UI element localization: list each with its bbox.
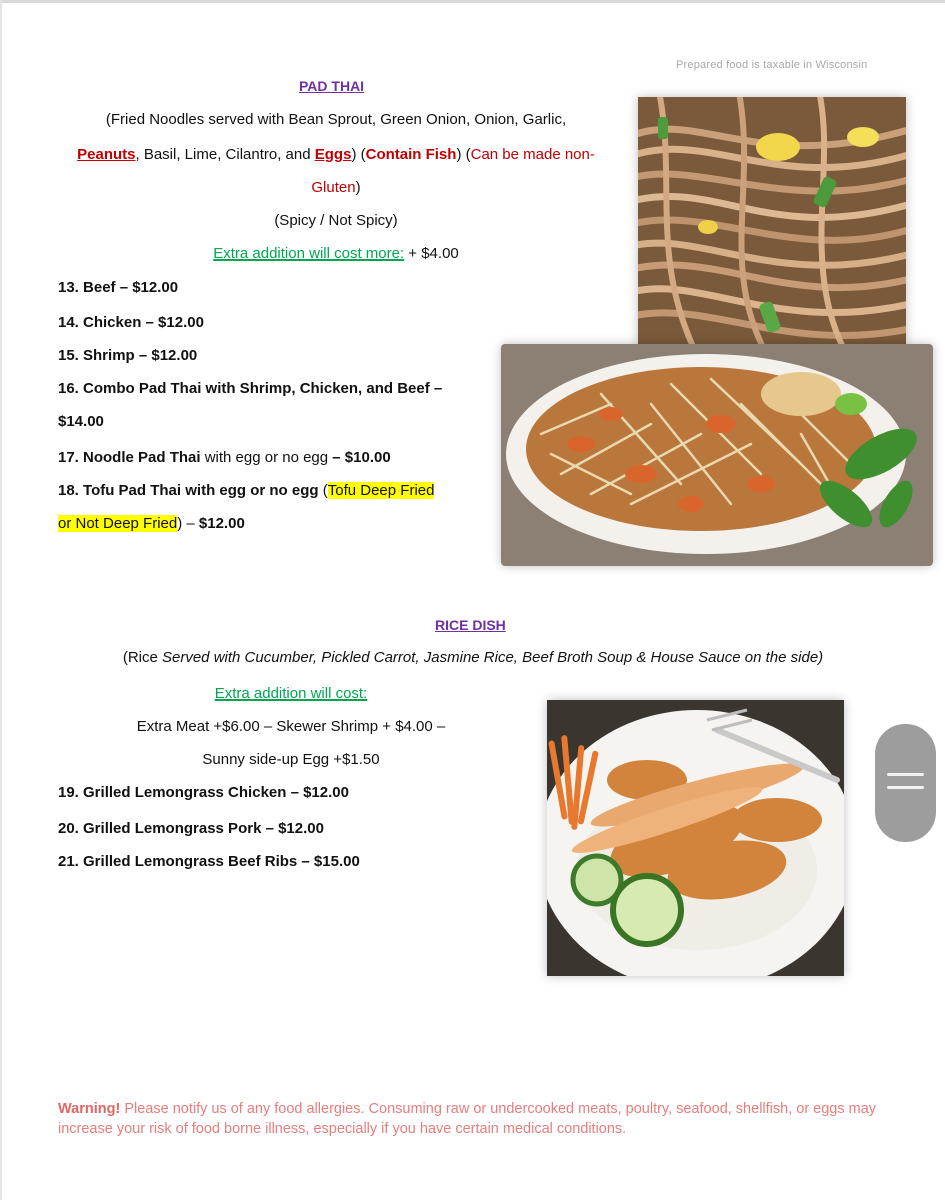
- left-border: [0, 0, 2, 1200]
- pad-thai-noodles-photo: [638, 97, 906, 347]
- warning-label: Warning!: [58, 1101, 121, 1117]
- paren-close: ) (: [351, 146, 366, 163]
- scroll-handle[interactable]: [875, 724, 936, 842]
- gluten-note-part2: Gluten: [311, 179, 356, 196]
- pad-thai-plate-photo: [501, 344, 933, 566]
- pad-thai-title: PAD THAI: [299, 78, 365, 94]
- pad-thai-extra: [58, 245, 614, 262]
- pad-thai-spicy: (Spicy / Not Spicy): [274, 212, 398, 229]
- menu-item-17-price: – $10.00: [332, 449, 391, 466]
- rice-dish-desc-open: (Rice: [122, 649, 162, 666]
- top-border: [0, 0, 945, 3]
- menu-item-20: [58, 820, 324, 837]
- pad-thai-desc-line2: [58, 146, 614, 163]
- menu-item-14-text: 14. Chicken – $12.00: [58, 314, 204, 331]
- allergy-warning: [58, 1099, 878, 1139]
- rice-dish-extra-line2: Sunny side-up Egg +$1.50: [202, 751, 380, 768]
- gluten-note-part1: Can be made non-: [470, 146, 595, 163]
- pad-thai-desc1: (Fried Noodles served with Bean Sprout, Green Onion, Onion, Garlic,: [105, 111, 567, 128]
- menu-item-18: [58, 482, 434, 499]
- menu-item-19: [58, 784, 349, 801]
- peanuts-allergen: Peanuts: [77, 146, 136, 163]
- menu-item-21: [58, 853, 360, 870]
- menu-item-18-name: 18. Tofu Pad Thai with egg or no egg: [58, 482, 319, 499]
- menu-item-19-text: 19. Grilled Lemongrass Chicken – $12.00: [58, 784, 349, 801]
- eggs-allergen: Eggs: [314, 146, 352, 163]
- menu-item-18-highlight-2: or Not Deep Fried: [58, 515, 178, 532]
- warning-text: Please notify us of any food allergies. Consuming raw or undercooked meats, poultry, seafood, shellfish, or eggs may increase your risk of food borne illness, especially if you have certain medical conditions.: [58, 1101, 877, 1137]
- contain-fish-note: Contain Fish: [365, 146, 457, 163]
- pad-thai-extra-label: Extra addition will cost more:: [213, 245, 405, 262]
- pad-thai-desc-line3: [58, 179, 614, 196]
- rice-dish-desc-italic: Served with Cucumber, Pickled Carrot, Jasmine Rice, Beef Broth Soup & House Sauce on the side): [162, 649, 824, 666]
- menu-item-16: [58, 380, 442, 397]
- menu-item-18-cont: [58, 515, 245, 532]
- menu-item-17-name: 17. Noodle Pad Thai: [58, 449, 201, 466]
- noodles-image: [638, 97, 906, 347]
- menu-item-18-open: (: [318, 482, 328, 499]
- menu-item-18-close: ) –: [177, 515, 199, 532]
- pad-thai-desc-line1: [58, 111, 614, 128]
- menu-item-16-price: [58, 413, 104, 430]
- menu-item-17: [58, 449, 391, 466]
- pad-thai-extra-price: + $4.00: [404, 245, 459, 262]
- rice-dish-photo: [547, 700, 844, 976]
- grip-line-icon: [887, 786, 924, 789]
- menu-item-18-highlight-1: Tofu Deep Fried: [327, 482, 435, 499]
- rice-dish-image: [547, 700, 844, 976]
- pad-thai-plate-image: [501, 344, 933, 566]
- paren-close-2: ): [355, 179, 361, 196]
- rice-dish-title: RICE DISH: [435, 617, 506, 633]
- menu-item-16-price-text: $14.00: [58, 413, 104, 430]
- menu-item-21-text: 21. Grilled Lemongrass Beef Ribs – $15.00: [58, 853, 360, 870]
- rice-dish-desc: [58, 649, 888, 666]
- menu-item-17-option: with egg or no egg: [200, 449, 333, 466]
- menu-item-13-text: 13. Beef – $12.00: [58, 279, 179, 296]
- menu-item-14: [58, 314, 204, 331]
- rice-dish-extra-line1: Extra Meat +$6.00 – Skewer Shrimp + $4.00 –: [136, 718, 446, 735]
- pad-thai-desc2-mid: , Basil, Lime, Cilantro, and: [135, 146, 315, 163]
- tax-note: Prepared food is taxable in Wisconsin: [676, 59, 868, 71]
- rice-dish-extra-label: Extra addition will cost:: [214, 685, 368, 702]
- menu-item-18-price: $12.00: [198, 515, 245, 532]
- menu-item-15-text: 15. Shrimp – $12.00: [58, 347, 198, 364]
- menu-item-13: [58, 279, 178, 296]
- menu-item-15: [58, 347, 197, 364]
- menu-item-16-text: 16. Combo Pad Thai with Shrimp, Chicken, and Beef –: [58, 380, 443, 397]
- menu-item-20-text: 20. Grilled Lemongrass Pork – $12.00: [58, 820, 324, 837]
- paren-open: ) (: [456, 146, 471, 163]
- grip-line-icon: [887, 773, 924, 776]
- rice-dish-extra-label-line: [58, 685, 524, 702]
